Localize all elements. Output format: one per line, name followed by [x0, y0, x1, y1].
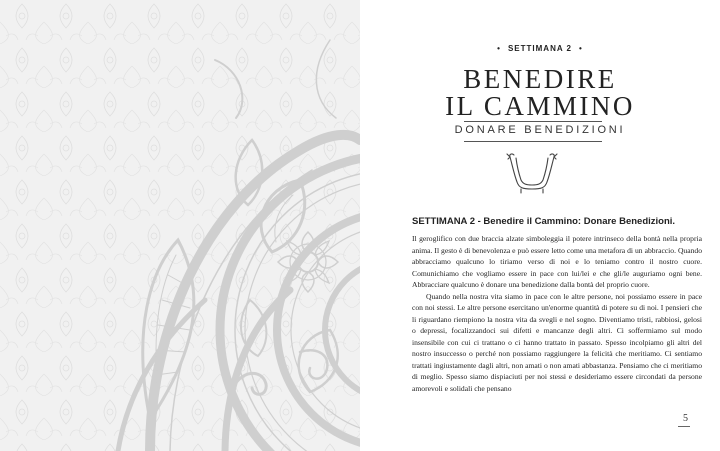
subtitle-divider-top — [464, 121, 602, 122]
body-text — [412, 233, 702, 394]
paragraph: Quando nella nostra vita siamo in pace con le altre persone, noi possiamo essere in pace con noi stessi. Le altre persone esercitano un'enorme quantità di potere su di noi. I pensieri che li riguardano riempiono la nostra vita da svegli e nel sogno. Diventiamo tristi, rabbiosi, gelosi o depressi, focalizzandoci sui difetti e mancanze degli altri. Ci soffermiamo sul modo insensibile con cui ci trattano o ci hanno trattato in passato. Spesso incolpiamo gli altri del nostro insuccesso o perché non possiamo raggiungere la felicità che meritiamo. Ci sentiamo trattati ingiustamente dagli altri, non amati o non amati abbastanza. Pensiamo che ci meritiamo di meglio. Spesso siamo dispiaciuti per noi stessi e desideriamo essere circondati da persone amorevoli e solidali che pensano — [412, 291, 702, 393]
raised-arms-hieroglyph-icon — [504, 150, 560, 196]
section-heading: SETTIMANA 2 - Benedire il Cammino: Donare Benedizioni. — [412, 216, 676, 227]
bullet-icon: • — [497, 44, 501, 53]
paragraph: Il geroglifico con due braccia alzate simboleggia il potere intrinseco della bontà nella propria anima. Il gesto è di benevolenza e può essere letto come una metafora di un abbraccio. Quando abbracciamo qualcuno lo tiriamo verso di noi e lo teniamo contro il nostro cuore. Comunichiamo che vogliamo essere in pace con lui/lei e che gli/le auguriamo ogni bene. Abbracciare qualcuno è donare una benedizione dalla bontà del proprio cuore. — [412, 234, 702, 289]
week-label — [360, 44, 720, 53]
page-number: 5 — [683, 413, 688, 424]
page-number-underline — [678, 426, 690, 427]
week-label-text: SETTIMANA 2 — [507, 44, 573, 53]
title-line-1: BENEDIRE — [463, 64, 617, 94]
page-title — [360, 66, 720, 120]
subtitle-divider-bottom — [464, 141, 602, 142]
page-subtitle: DONARE BENEDIZIONI — [454, 124, 626, 136]
title-line-2: IL CAMMINO — [445, 91, 635, 121]
bullet-icon: • — [579, 44, 583, 53]
text-page — [360, 0, 720, 451]
